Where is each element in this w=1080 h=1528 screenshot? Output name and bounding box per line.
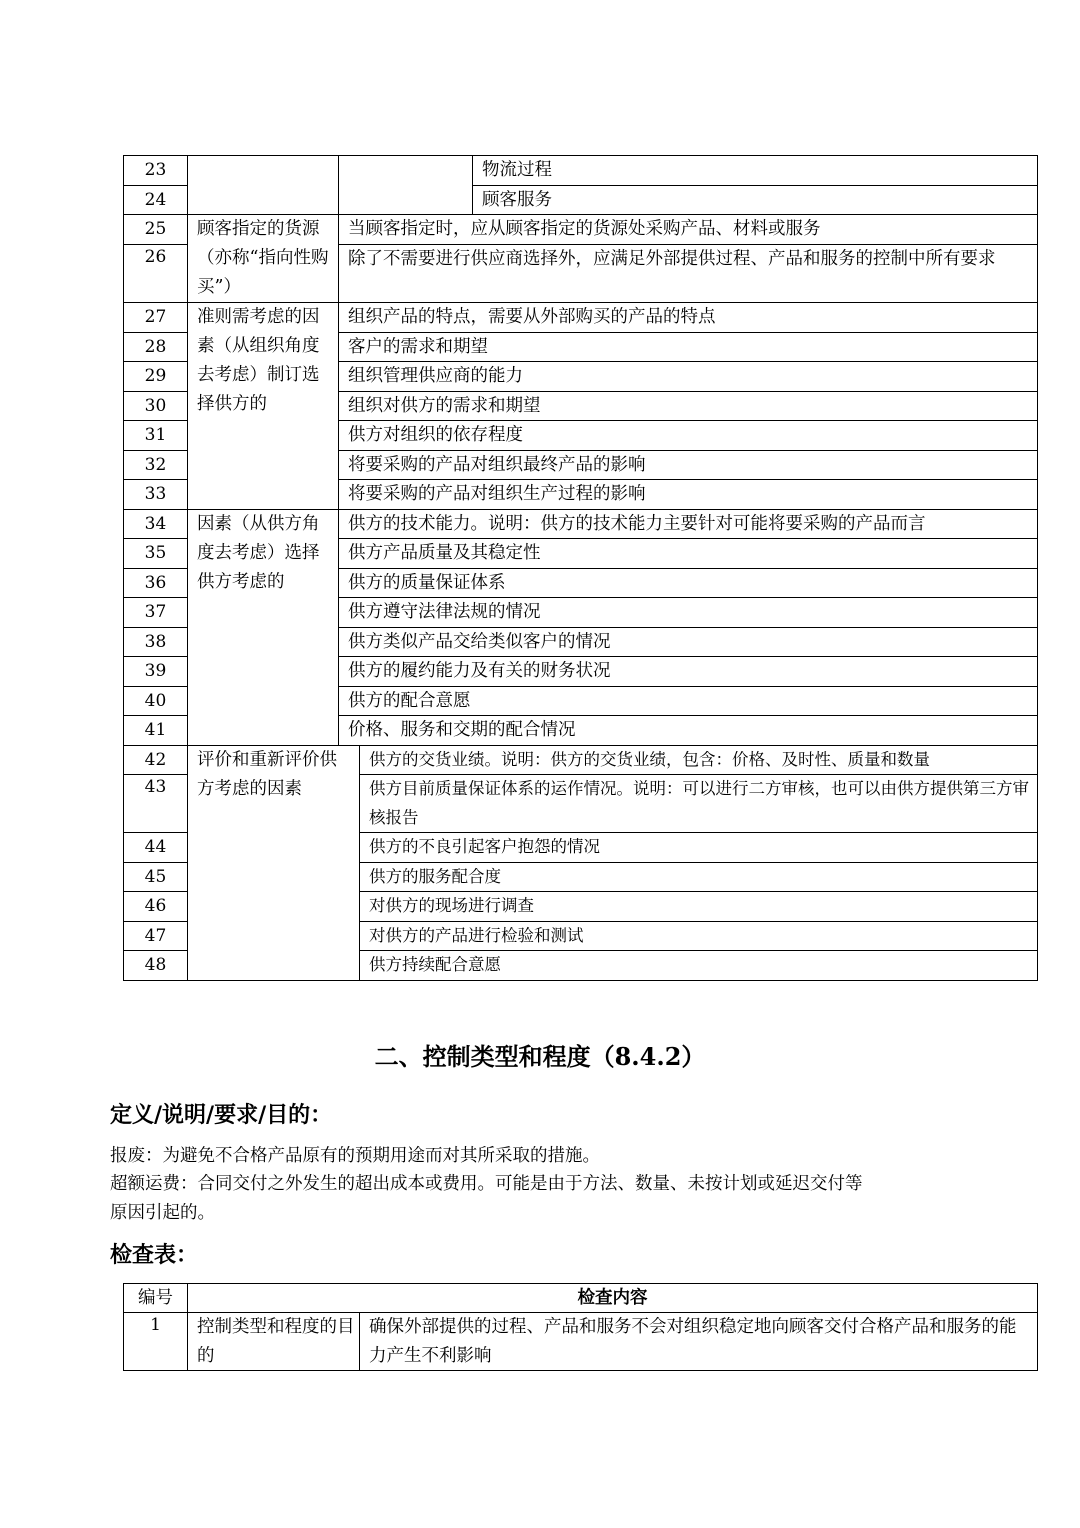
item-cell: 供方类似产品交给类似客户的情况: [339, 627, 1038, 657]
row-number: 39: [124, 657, 188, 687]
row-number: 32: [124, 450, 188, 480]
row-number: 27: [124, 303, 188, 333]
row-number: 35: [124, 539, 188, 569]
table-row: [124, 745, 1038, 775]
item-cell: 当顾客指定时，应从顾客指定的货源处采购产品、材料或服务: [339, 215, 1038, 245]
item-cell: 顾客服务: [473, 185, 1038, 215]
row-number: 31: [124, 421, 188, 451]
item-cell: 组织产品的特点，需要从外部购买的产品的特点: [339, 303, 1038, 333]
header-number: 编号: [124, 1284, 188, 1313]
row-number: 47: [124, 921, 188, 951]
item-cell: 供方的质量保证体系: [339, 568, 1038, 598]
row-number: 36: [124, 568, 188, 598]
item-cell: 对供方的现场进行调查: [360, 892, 1038, 922]
row-number: 23: [124, 156, 188, 186]
definition-premium-freight-cont: 原因引起的。: [110, 1203, 215, 1223]
checklist-category: 控制类型和程度的目的: [188, 1313, 360, 1371]
row-number: 45: [124, 862, 188, 892]
item-cell: 对供方的产品进行检验和测试: [360, 921, 1038, 951]
item-cell: 供方的履约能力及有关的财务状况: [339, 657, 1038, 687]
row-number: 46: [124, 892, 188, 922]
row-number: 48: [124, 951, 188, 981]
item-cell: 除了不需要进行供应商选择外，应满足外部提供过程、产品和服务的控制中所有要求: [339, 244, 1038, 302]
table-row: [124, 215, 1038, 245]
row-number: 44: [124, 833, 188, 863]
row-number: 42: [124, 745, 188, 775]
definition-heading: 定义/说明/要求/目的：: [110, 1102, 333, 1128]
item-cell: 将要采购的产品对组织最终产品的影响: [339, 450, 1038, 480]
item-cell: 物流过程: [473, 156, 1038, 186]
category-cell-blank: [188, 156, 339, 215]
item-cell: 价格、服务和交期的配合情况: [339, 716, 1038, 746]
row-number: 29: [124, 362, 188, 392]
row-number: 33: [124, 480, 188, 510]
section-title: 二、控制类型和程度（8.4.2）: [374, 1042, 706, 1071]
row-number: 37: [124, 598, 188, 628]
table-header-row: [124, 1284, 1038, 1313]
checklist-content: 确保外部提供的过程、产品和服务不会对组织稳定地向顾客交付合格产品和服务的能力产生不利影响: [360, 1313, 1038, 1371]
supplier-factors-table: [123, 155, 1038, 981]
definition-premium-freight: 超额运费：合同交付之外发生的超出成本或费用。可能是由于方法、数量、未按计划或延迟交付等: [110, 1174, 863, 1194]
subcategory-cell-blank: [339, 156, 473, 215]
item-cell: 供方的配合意愿: [339, 686, 1038, 716]
item-cell: 将要采购的产品对组织生产过程的影响: [339, 480, 1038, 510]
header-content: 检查内容: [188, 1284, 1038, 1313]
row-number: 41: [124, 716, 188, 746]
item-cell: 供方的服务配合度: [360, 862, 1038, 892]
item-cell: 供方的不良引起客户抱怨的情况: [360, 833, 1038, 863]
item-cell: 供方的交货业绩。说明：供方的交货业绩，包含：价格、及时性、质量和数量: [360, 745, 1038, 775]
category-evaluation: 评价和重新评价供方考虑的因素: [188, 745, 360, 980]
category-customer-source: 顾客指定的货源（亦称“指向性购买”）: [188, 215, 339, 303]
row-number: 1: [124, 1313, 188, 1371]
item-cell: 组织管理供应商的能力: [339, 362, 1038, 392]
item-cell: 供方对组织的依存程度: [339, 421, 1038, 451]
table-row: [124, 303, 1038, 333]
item-cell: 供方持续配合意愿: [360, 951, 1038, 981]
item-cell: 组织对供方的需求和期望: [339, 391, 1038, 421]
checklist-table: [123, 1283, 1038, 1371]
row-number: 43: [124, 775, 188, 833]
row-number: 24: [124, 185, 188, 215]
row-number: 26: [124, 244, 188, 302]
category-org-factors: 准则需考虑的因素（从组织角度去考虑）制订选择供方的: [188, 303, 339, 510]
item-cell: 供方产品质量及其稳定性: [339, 539, 1038, 569]
row-number: 30: [124, 391, 188, 421]
table-row: [124, 156, 1038, 186]
table-row: [124, 509, 1038, 539]
category-supplier-factors: 因素（从供方角度去考虑）选择供方考虑的: [188, 509, 339, 745]
checklist-heading: 检查表：: [110, 1242, 199, 1268]
item-cell: 供方遵守法律法规的情况: [339, 598, 1038, 628]
row-number: 28: [124, 332, 188, 362]
item-cell: 客户的需求和期望: [339, 332, 1038, 362]
row-number: 25: [124, 215, 188, 245]
row-number: 40: [124, 686, 188, 716]
row-number: 38: [124, 627, 188, 657]
item-cell: 供方的技术能力。说明：供方的技术能力主要针对可能将要采购的产品而言: [339, 509, 1038, 539]
definition-scrap: 报废：为避免不合格产品原有的预期用途而对其所采取的措施。: [110, 1146, 600, 1166]
table-row: [124, 1313, 1038, 1371]
row-number: 34: [124, 509, 188, 539]
item-cell: 供方目前质量保证体系的运作情况。说明：可以进行二方审核，也可以由供方提供第三方审核报告: [360, 775, 1038, 833]
